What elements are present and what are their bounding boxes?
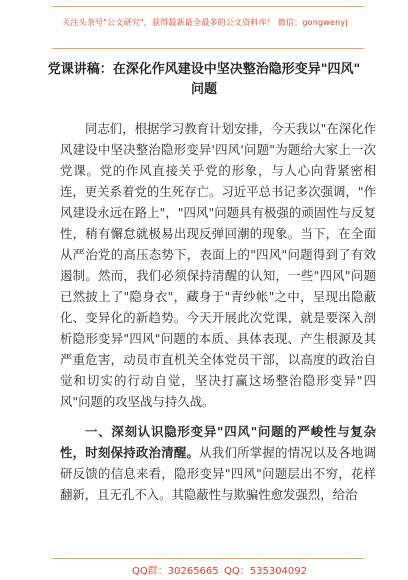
banner-promo-text[interactable]: 关注头条号"公文研究"，获得最新最全最多的公文资料库！ 微信：gongwenyj [62,18,348,27]
page-footer [0,558,408,578]
section-1-heading: 一、深刻认识隐形变异"四风"问题的严峻性与复杂性，时刻保持政治清醒。 [60,424,376,460]
section-1-paragraph [60,421,376,505]
header-banner [0,6,408,52]
document-title [30,60,378,100]
qq-group-number: QQ群：30265665 [132,566,219,577]
footer-rule [52,558,364,559]
section-1-text: 从我们所掌握的情况以及各地调研反馈的信息来看，隐形变异"四风"问题层出不穷，花样翻新，且无孔不入。其隐蔽性与欺骗性愈发强烈，给治 [60,445,377,502]
title-line-1: 党课讲稿：在深化作风建设中坚决整治隐形变异"四风" [47,62,361,77]
qq-contact-number: QQ：535304092 [224,566,308,577]
intro-paragraph: 同志们，根据学习教育计划安排，今天我以"在深化作风建设中坚决整治隐形变异'四风'问题"为题给大家上一次党课。党的作风直接关乎党的形象，与人心向背紧密相连，更关系着党的生死存亡。习近平总书记多次强调，"作风建设永远在路上"，"四风"问题具有极强的顽固性与反复性，稍有懈怠就极易出现反弹回潮的现象。当下，在全面从严治党的高压态势下，表面上的"四风"问题得到了有效遏制。然而，我们必须保持清醒的认知，一些"四风"问题已然披上了"隐身衣"，藏身于"青纱帐"之中，呈现出隐蔽化、变异化的新趋势。今天开展此次党课，就是要深入剖析隐形变异"四风"问题的本质、具体表现、产生根源及其严重危害，动员市直机关全体党员干部，以高度的政治自觉和切实的行动自觉，坚决打赢这场整治隐形变异"四风"问题的攻坚战与持久战。 [60,121,376,409]
banner-bottom-rule [52,48,364,49]
banner-top-rule [52,6,364,7]
document-body [60,118,376,505]
title-line-2: 问题 [190,82,217,97]
